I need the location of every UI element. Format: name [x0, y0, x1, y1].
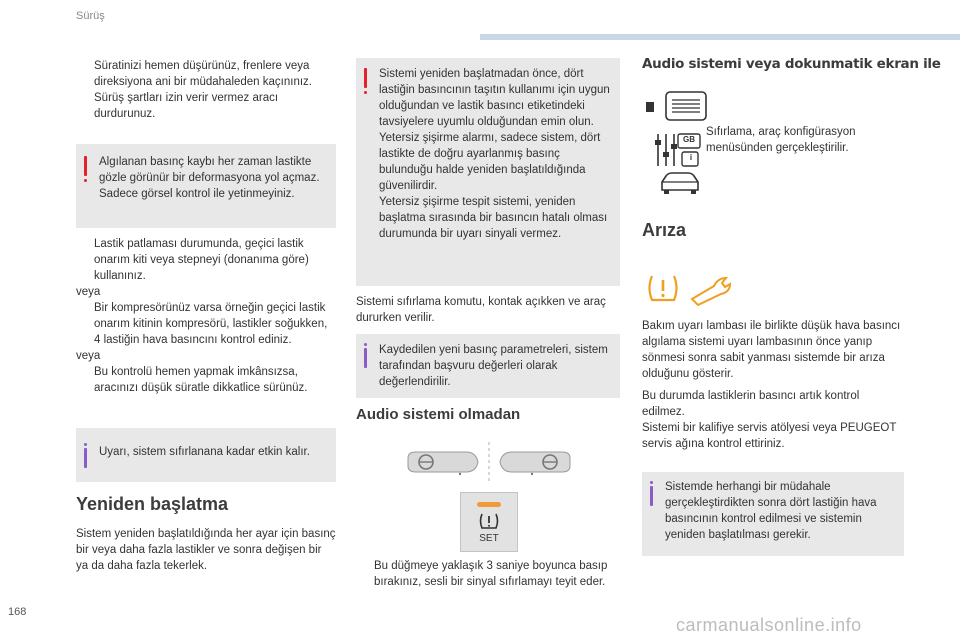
warning-icon — [364, 68, 367, 88]
set-label: SET — [479, 533, 499, 544]
audio-text: Sıfırlama, araç konfigürasyon menüsünden gerçekleştirilir. — [706, 126, 856, 154]
header-bar — [480, 34, 960, 40]
list-item: Bir kompresörünüz varsa örneğin geçici lastik onarım kitinin kompresörü, lastikler soğukken, 4 lastiğin hava basıncını kontrol ediniz. — [94, 302, 328, 346]
warning-icon-dot — [84, 179, 87, 182]
audio-none-heading: Audio sistemi olmadan — [356, 406, 521, 423]
list-item: Sürüş şartları izin verir vermez aracı durdurunuz. — [94, 92, 279, 120]
col1-mid-bullets — [76, 236, 336, 396]
fault-heading: Arıza — [642, 220, 687, 240]
info-text: Kaydedilen yeni basınç parametreleri, sistem tarafından başvuru değerleri olarak değerlendirilir. — [379, 344, 608, 388]
restart-heading: Yeniden başlatma — [76, 494, 229, 514]
info-text: Sistemde herhangi bir müdahale gerçekleştirdikten sonra dört lastiğin hava basıncının kontrol edilmesi ve sistemin yeniden başlatılması gerekir. — [665, 481, 877, 541]
audio-heading: Audio sistemi veya dokunmatik ekran ile — [642, 56, 941, 72]
reset-text: Sistemi sıfırlama komutu, kontak açıkken ve araç dururken verilir. — [356, 296, 606, 324]
list-item: Süratinizi hemen düşürünüz, frenlere veya direksiyona ani bir müdahaleden kaçınınız. — [94, 60, 312, 88]
info-box — [76, 428, 336, 482]
list-item: Bu kontrolü hemen yapmak imkânsızsa, aracınızı düşük süratle dikkatlice sürünüz. — [94, 366, 308, 394]
info-icon-dot — [650, 481, 653, 484]
info-icon-dot — [364, 343, 367, 346]
gb-label: GB — [683, 135, 695, 144]
info-icon — [364, 348, 367, 368]
fault-text-2: Bu durumda lastiklerin basıncı artık kontrol edilmez. Sistemi bir kalifiye servis atölyesi veya PEUGEOT servis ağına kontrol ettiriniz. — [642, 390, 897, 450]
fault-text-1: Bakım uyarı lambası ile birlikte düşük hava basıncı algılama sistemi uyarı lambasının önce yanıp sönmesi sonra sabit yanması sistemde bir arıza olduğunu gösterir. — [642, 320, 901, 380]
watermark: carmanualsonline.info — [676, 615, 862, 635]
fault-warning-lamps — [646, 272, 738, 306]
restart-text: Sistem yeniden başlatıldığında her ayar için basınç bir veya daha fazla lastikler ve sonra değişen bir ya da daha fazla tekerlek. — [76, 528, 336, 572]
info-icon-dot — [84, 443, 87, 446]
tyre-pressure-icon — [478, 512, 500, 530]
info-text: Uyarı, sistem sıfırlanana kadar etkin kalır. — [99, 446, 310, 458]
warning-box — [356, 58, 620, 286]
warning-icon-dot — [364, 91, 367, 94]
set-button-led — [477, 502, 501, 507]
warning-icon — [84, 156, 87, 176]
info-box — [642, 472, 904, 556]
set-button[interactable] — [460, 492, 518, 552]
info-box — [356, 334, 620, 398]
steering-wheel-stalks-illustration — [404, 440, 574, 484]
section-title: Sürüş — [76, 10, 105, 22]
info-label: i — [689, 153, 693, 162]
or-text: veya — [76, 286, 101, 298]
list-item: Bu düğmeye yaklaşık 3 saniye boyunca basıp bırakınız, sesli bir sinyal sıfırlamayı teyit eder. — [374, 560, 608, 588]
col1-top-bullets — [76, 58, 336, 122]
or-text: veya — [76, 350, 101, 362]
warning-text: Sistemi yeniden başlatmadan önce, dört lastiğin basıncının taşıtın kullanımı için uygun olduğundan ve lastik basıncı etiketindeki tavsiyelere uyumlu olduğundan emin olun. Yetersiz şişirme alarmı, sadece sistem, dört lastikte de doğru ayarlanmış basınç bulunduğu halde yeniden başlatıldığında güvenilirdir. Yetersiz şişirme tespit sistemi, yeniden başlatma sırasında bir basıncın hatalı olması durumunda bir uyarı sinyali vermez. — [379, 68, 610, 240]
set-instructions — [356, 558, 620, 590]
info-icon — [84, 448, 87, 468]
info-icon — [650, 486, 653, 506]
warning-text: Algılanan basınç kaybı her zaman lastikte gözle görünür bir deformasyona yol açmaz. Sadece görsel kontrol ile yetinmeyiniz. — [99, 156, 320, 200]
page-number: 168 — [8, 606, 27, 618]
list-item: Lastik patlaması durumunda, geçici lastik onarım kiti veya stepneyi (donanıma göre) kullanınız. — [94, 238, 309, 282]
warning-box — [76, 144, 336, 228]
